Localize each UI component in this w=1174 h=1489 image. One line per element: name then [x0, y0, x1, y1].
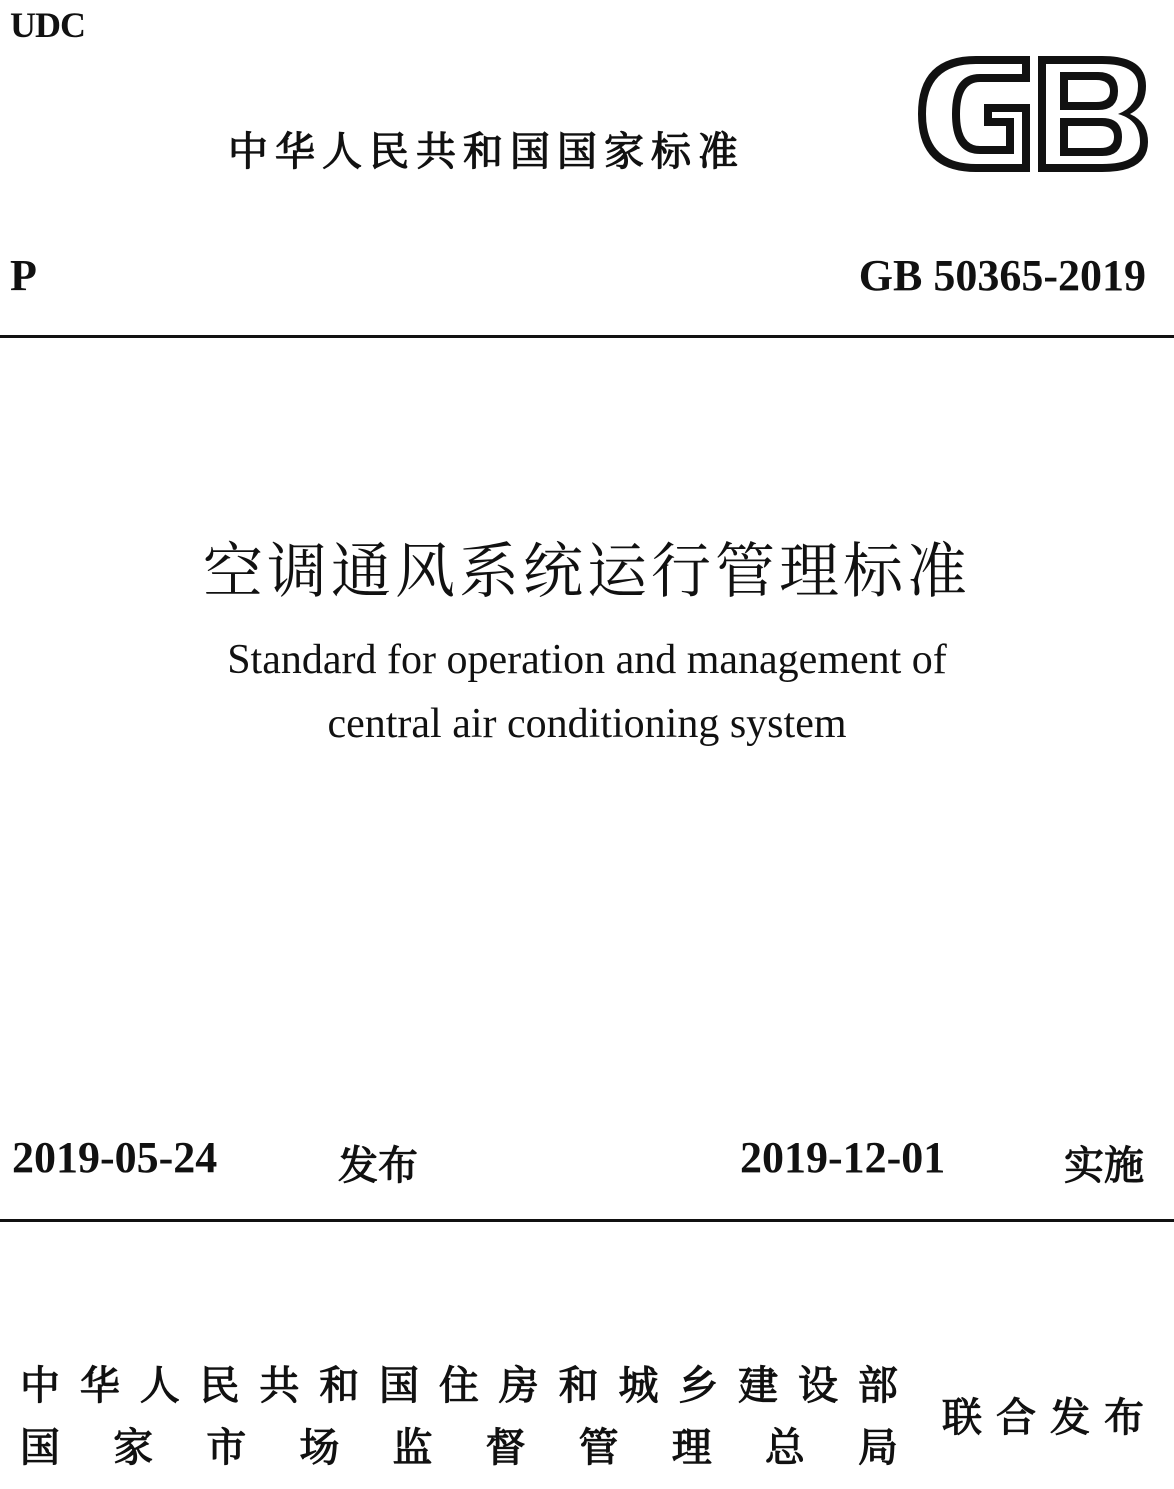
- dept2-char: 家: [113, 1425, 154, 1471]
- bottom-divider: [0, 1219, 1174, 1222]
- dept2-char: 监: [392, 1425, 433, 1471]
- national-standard-title: 中华人民共和国国家标准: [228, 129, 745, 175]
- dept1-char: 住: [438, 1363, 479, 1409]
- dept2-char: 局: [857, 1425, 898, 1471]
- dept1-char: 和: [319, 1363, 360, 1409]
- implement-date: 2019-12-01: [740, 1133, 946, 1182]
- dept2-char: 理: [671, 1425, 712, 1471]
- english-title-line1: Standard for operation and management of: [227, 637, 947, 683]
- dept1-char: 和: [558, 1363, 599, 1409]
- english-title-line2: central air conditioning system: [327, 701, 847, 747]
- top-divider: [0, 335, 1174, 338]
- dept2-char: 市: [206, 1425, 247, 1471]
- issue-date: 2019-05-24: [12, 1133, 218, 1182]
- standard-number: GB 50365-2019: [858, 251, 1146, 300]
- dept1-char: 建: [738, 1363, 779, 1409]
- gb-logo: [918, 56, 1148, 172]
- issuer-department-2: [20, 1416, 898, 1473]
- dept2-char: 总: [764, 1425, 805, 1471]
- dept1-char: 人: [139, 1363, 180, 1409]
- dept1-char: 部: [857, 1363, 898, 1409]
- dept2-char: 场: [299, 1425, 340, 1471]
- chinese-title: 空调通风系统运行管理标准: [203, 537, 971, 607]
- issuer-department-1: [20, 1354, 898, 1411]
- udc-label: UDC: [10, 5, 85, 45]
- issue-label: 发布: [338, 1143, 418, 1189]
- dept1-char: 中: [20, 1363, 60, 1409]
- dept2-char: 督: [485, 1425, 526, 1471]
- dept1-char: 设: [797, 1363, 838, 1409]
- dept1-char: 民: [199, 1363, 240, 1409]
- joint-issue-label: 联合发布: [942, 1395, 1158, 1441]
- dept2-char: 管: [578, 1425, 619, 1471]
- dept2-char: 国: [20, 1425, 60, 1471]
- dept1-char: 城: [618, 1363, 659, 1409]
- implement-label: 实施: [1064, 1143, 1144, 1189]
- classification-code: P: [10, 251, 37, 300]
- dept1-char: 乡: [678, 1363, 719, 1409]
- dept1-char: 共: [259, 1363, 300, 1409]
- dept1-char: 国: [379, 1363, 420, 1409]
- dept1-char: 房: [498, 1363, 539, 1409]
- dept1-char: 华: [79, 1363, 120, 1409]
